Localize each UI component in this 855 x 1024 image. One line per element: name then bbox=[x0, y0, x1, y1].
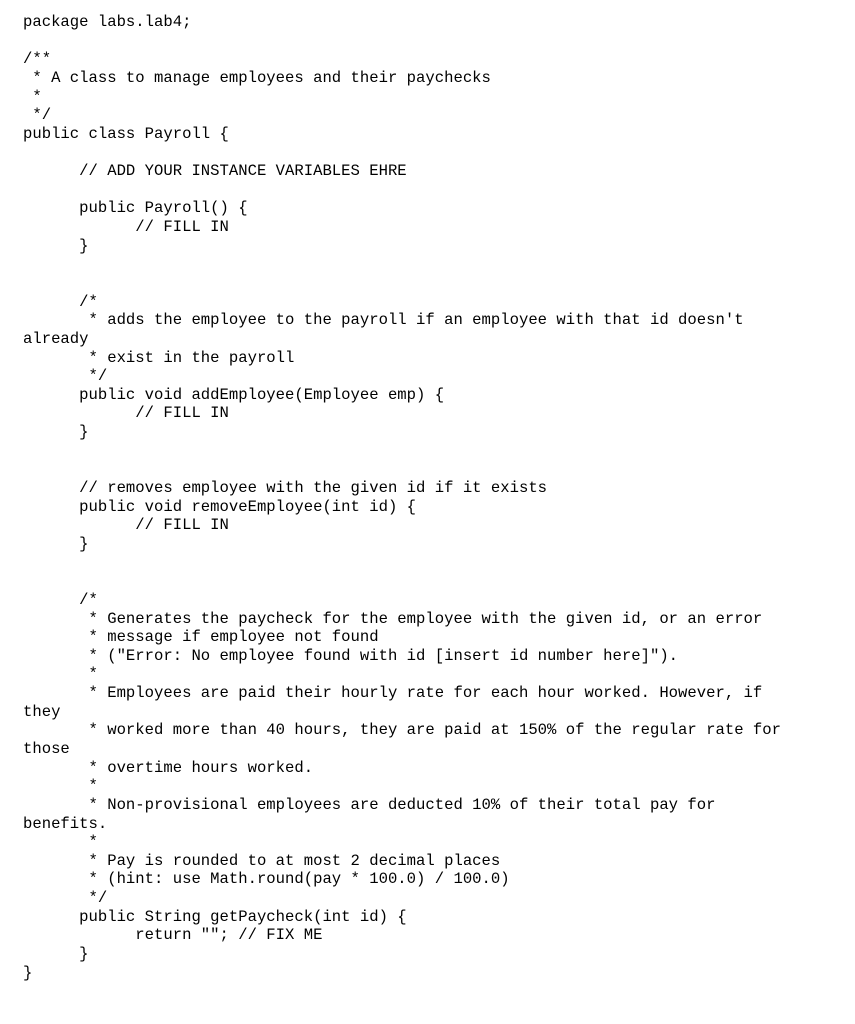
blank-line bbox=[23, 32, 848, 51]
blank-line bbox=[23, 572, 848, 591]
add-employee-comment-close: */ bbox=[23, 367, 108, 386]
constructor-close-brace: } bbox=[23, 236, 89, 255]
get-paycheck-comment-text: * Employees are paid their hourly rate for each hour worked. However, if bbox=[23, 684, 763, 703]
add-employee-comment-text: * exist in the payroll bbox=[23, 348, 295, 367]
get-paycheck-close-brace: } bbox=[23, 945, 89, 964]
blank-line bbox=[23, 554, 848, 573]
get-paycheck-comment-wrap: those bbox=[23, 739, 70, 758]
add-employee-close-brace: } bbox=[23, 423, 89, 442]
class-doc-comment-close: */ bbox=[23, 106, 52, 125]
get-paycheck-comment-text: * message if employee not found bbox=[23, 628, 379, 647]
get-paycheck-comment-open: /* bbox=[23, 590, 98, 609]
add-employee-comment-open: /* bbox=[23, 292, 98, 311]
constructor-body-comment: // FILL IN bbox=[23, 218, 229, 237]
constructor-signature: public Payroll() { bbox=[23, 199, 248, 218]
blank-line bbox=[23, 255, 848, 274]
get-paycheck-comment-text: * Non-provisional employees are deducted 10% of their total pay for bbox=[23, 795, 716, 814]
get-paycheck-return-statement: return ""; // FIX ME bbox=[23, 926, 323, 945]
package-declaration: package labs.lab4; bbox=[23, 13, 192, 31]
add-employee-signature: public void addEmployee(Employee emp) { bbox=[23, 385, 445, 404]
get-paycheck-comment-wrap: they bbox=[23, 702, 61, 721]
add-employee-comment-wrap: already bbox=[23, 329, 89, 348]
add-employee-body-comment: // FILL IN bbox=[23, 404, 229, 423]
remove-employee-body-comment: // FILL IN bbox=[23, 516, 229, 535]
class-doc-comment-text: * A class to manage employees and their paychecks bbox=[23, 68, 491, 87]
get-paycheck-comment-text: * overtime hours worked. bbox=[23, 758, 314, 777]
get-paycheck-comment-close: */ bbox=[23, 889, 108, 908]
code-document bbox=[23, 13, 848, 982]
get-paycheck-comment-star: * bbox=[23, 833, 98, 852]
get-paycheck-comment-text: * Generates the paycheck for the employee with the given id, or an error bbox=[23, 609, 763, 628]
blank-line bbox=[23, 274, 848, 293]
add-employee-comment-text: * adds the employee to the payroll if an employee with that id doesn't bbox=[23, 311, 744, 330]
get-paycheck-comment-star: * bbox=[23, 777, 98, 796]
get-paycheck-comment-text: * ("Error: No employee found with id [insert id number here]"). bbox=[23, 646, 679, 665]
blank-line bbox=[23, 181, 848, 200]
get-paycheck-signature: public String getPaycheck(int id) { bbox=[23, 907, 407, 926]
class-close-brace: } bbox=[23, 963, 33, 982]
remove-employee-comment: // removes employee with the given id if it exists bbox=[23, 479, 548, 498]
blank-line bbox=[23, 442, 848, 461]
class-doc-comment-star: * bbox=[23, 87, 42, 106]
instance-variables-comment: // ADD YOUR INSTANCE VARIABLES EHRE bbox=[23, 162, 407, 181]
get-paycheck-comment-wrap: benefits. bbox=[23, 814, 108, 833]
remove-employee-close-brace: } bbox=[23, 534, 89, 553]
get-paycheck-comment-text: * (hint: use Math.round(pay * 100.0) / 100.0) bbox=[23, 870, 510, 889]
get-paycheck-comment-text: * Pay is rounded to at most 2 decimal places bbox=[23, 851, 501, 870]
get-paycheck-comment-text: * worked more than 40 hours, they are paid at 150% of the regular rate for bbox=[23, 721, 781, 740]
blank-line bbox=[23, 143, 848, 162]
blank-line bbox=[23, 460, 848, 479]
class-doc-comment-open: /** bbox=[23, 50, 52, 69]
remove-employee-signature: public void removeEmployee(int id) { bbox=[23, 497, 417, 516]
class-declaration: public class Payroll { bbox=[23, 124, 229, 143]
get-paycheck-comment-star: * bbox=[23, 665, 98, 684]
